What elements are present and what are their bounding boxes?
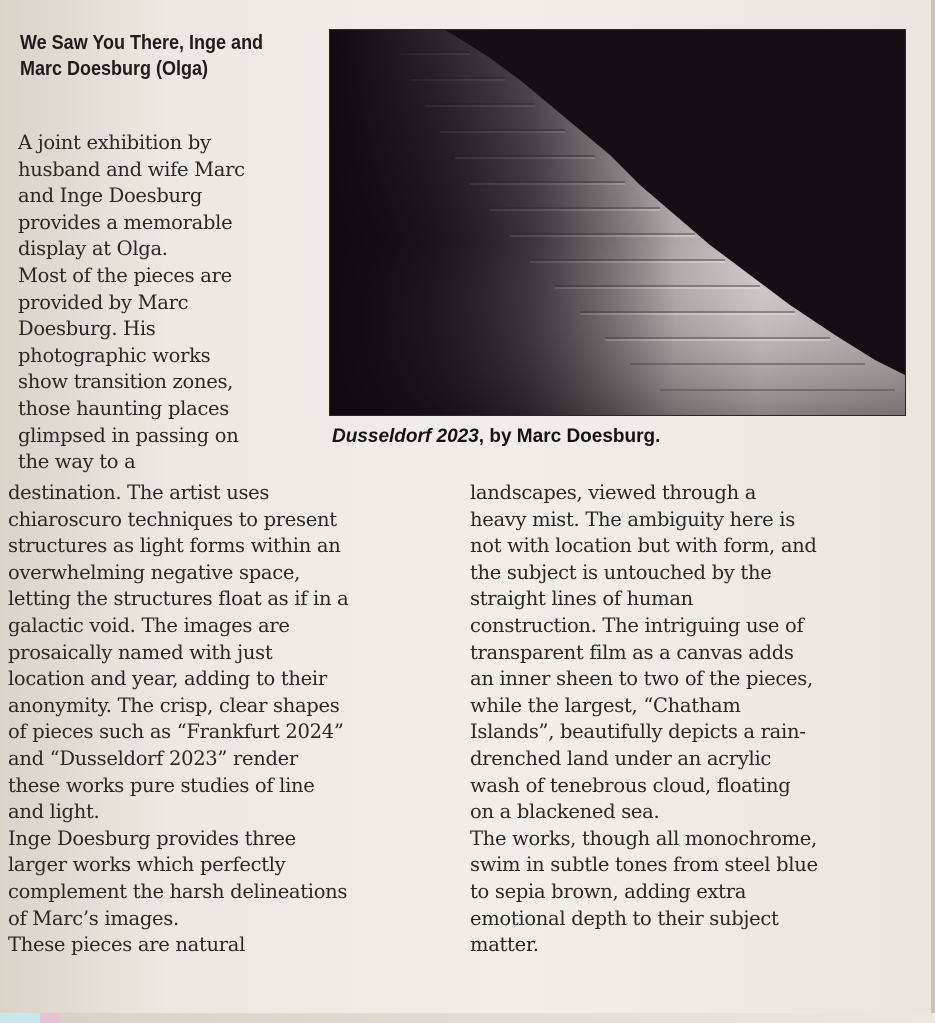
text-line: prosaically named with just [8, 640, 273, 664]
text-line: chiaroscuro techniques to present [8, 507, 337, 531]
text-line: these works pure studies of line [8, 773, 315, 797]
article-column-a [18, 130, 328, 476]
text-line: an inner sheen to two of the pieces, [470, 667, 813, 691]
text-line: wash of tenebrous cloud, floating [470, 773, 791, 797]
text-line: show transition zones, [18, 370, 234, 394]
text-line: galactic void. The images are [8, 613, 290, 637]
text-line: construction. The intriguing use of [470, 613, 804, 637]
text-line: the way to a [18, 450, 136, 474]
text-line: overwhelming negative space, [8, 560, 301, 584]
text-line: Most of the pieces are [18, 263, 232, 287]
text-line: destination. The artist uses [8, 481, 270, 504]
article-photo [330, 30, 905, 415]
text-line: larger works which perfectly [8, 853, 286, 877]
text-line: those haunting places [18, 396, 230, 420]
text-line: husband and wife Marc [18, 157, 245, 181]
text-line: matter. [470, 933, 539, 957]
text-line: swim in subtle tones from steel blue [470, 853, 818, 877]
text-line: letting the structures float as if in a [8, 587, 349, 611]
text-line: on a blackened sea. [470, 800, 660, 824]
text-line: photographic works [18, 343, 211, 367]
text-line: the subject is untouched by the [470, 560, 772, 584]
article-column-c [470, 480, 910, 959]
text-line: anonymity. The crisp, clear shapes [8, 693, 340, 717]
caption-credit: , by Marc Doesburg. [478, 426, 661, 447]
text-line: to sepia brown, adding extra [470, 879, 747, 903]
text-line: The works, though all monochrome, [470, 826, 817, 850]
text-line: drenched land under an acrylic [470, 746, 772, 770]
staircase-photo-image [330, 30, 905, 415]
text-line: of Marc’s images. [8, 906, 179, 930]
text-line: heavy mist. The ambiguity here is [470, 507, 795, 531]
text-line: display at Olga. [18, 237, 168, 261]
text-line: structures as light forms within an [8, 534, 341, 558]
article-headline: We Saw You There, Inge and Marc Doesburg (Olga) [20, 32, 264, 80]
text-line: Islands”, beautifully depicts a rain- [470, 720, 806, 744]
article-column-b [8, 480, 448, 959]
text-line: of pieces such as “Frankfurt 2024” [8, 720, 344, 744]
text-line: transparent film as a canvas adds [470, 640, 794, 664]
text-line: provided by Marc [18, 290, 189, 314]
text-line: straight lines of human [470, 587, 693, 611]
text-line: Inge Doesburg provides three [8, 826, 296, 850]
text-line: not with location but with form, and [470, 534, 817, 558]
text-line: and light. [8, 800, 100, 824]
caption-title: Dusseldorf 2023 [332, 426, 479, 447]
text-line: and Inge Doesburg [18, 184, 203, 208]
photo-caption [332, 426, 902, 448]
text-line: complement the harsh delineations [8, 879, 348, 903]
text-line: landscapes, viewed through a [470, 481, 757, 504]
text-line: A joint exhibition by [18, 131, 211, 154]
text-line: Doesburg. His [18, 317, 156, 341]
text-line: provides a memorable [18, 210, 233, 234]
page-edge-strip [0, 1013, 935, 1023]
text-line: glimpsed in passing on [18, 423, 239, 447]
text-line: while the largest, “Chatham [470, 693, 741, 717]
text-line: and “Dusseldorf 2023” render [8, 746, 298, 770]
text-line: location and year, adding to their [8, 667, 327, 691]
text-line: These pieces are natural [8, 933, 246, 957]
text-line: emotional depth to their subject [470, 906, 779, 930]
